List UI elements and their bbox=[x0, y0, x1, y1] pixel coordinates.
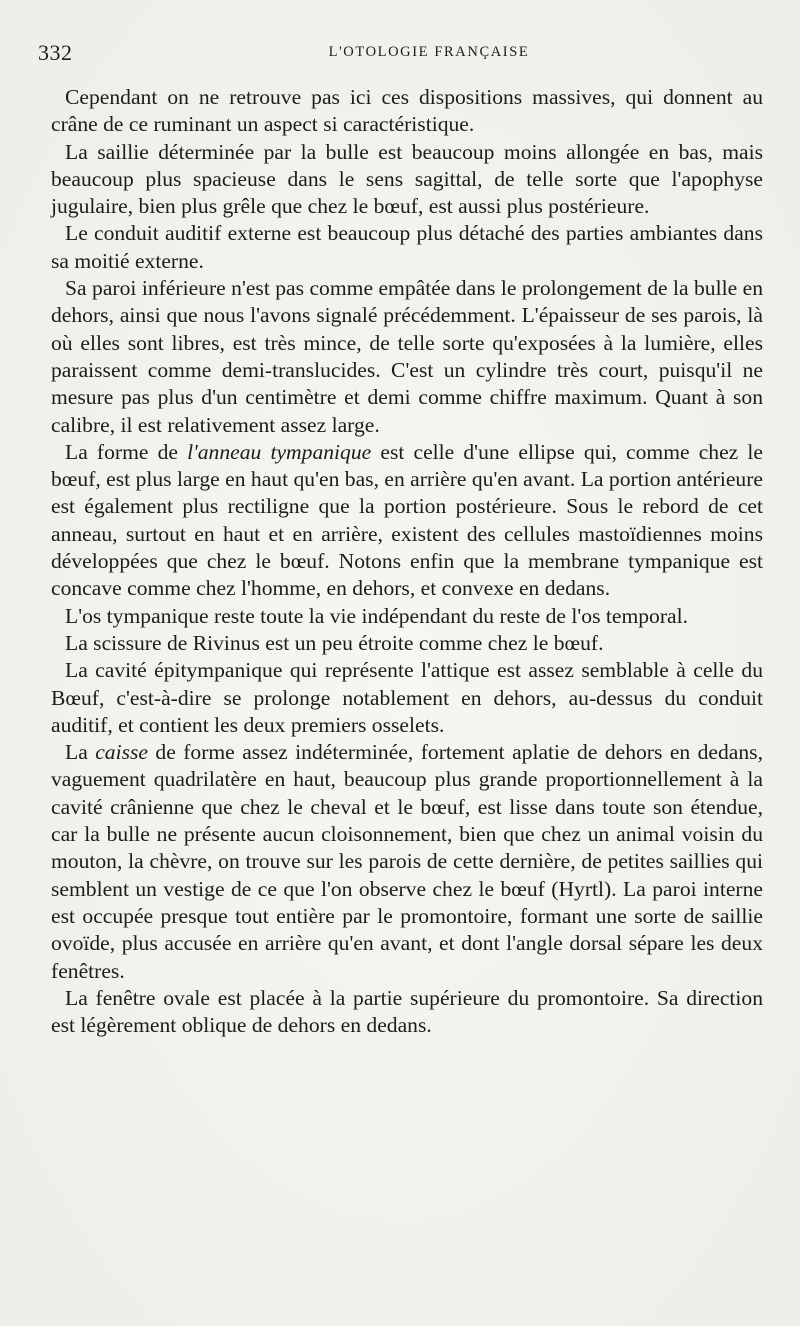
page-number: 332 bbox=[38, 40, 73, 65]
paragraph-8: La cavité épitympanique qui représente l'attique est assez semblable à celle du Bœuf, c'est-à-dire se prolonge notablement en dehors, au-dessus du conduit auditif, et contient les deux premiers osselets. bbox=[51, 658, 763, 737]
paragraph-5 bbox=[51, 439, 763, 603]
term-caisse: caisse bbox=[95, 740, 148, 765]
body-text bbox=[51, 84, 763, 1039]
paragraph-2: La saillie déterminée par la bulle est beaucoup moins allongée en bas, mais beaucoup plus spacieuse dans le sens sagittal, de telle sorte que l'apophyse jugulaire, bien plus grêle que chez le bœuf, est aussi plus postérieure. bbox=[51, 139, 763, 219]
paragraph-3: Le conduit auditif externe est beaucoup plus détaché des parties ambiantes dans sa moitié externe. bbox=[51, 221, 763, 273]
term-anneau-tympanique: l'anneau tympanique bbox=[187, 439, 372, 464]
page-header bbox=[38, 40, 760, 70]
paragraph-10: La fenêtre ovale est placée à la partie supérieure du promontoire. Sa direction est légèrement oblique de dehors en dedans. bbox=[51, 985, 763, 1038]
paragraph-9-rest: de forme assez indéterminée, fortement aplatie de dehors en dedans, vaguement quadrilatère en haut, beaucoup plus grande proportionnellement à la cavité crânienne que chez le cheval et le bœuf, est lisse dans toute son étendue, car la bulle ne présente aucun cloisonnement, bien que chez un animal voisin du mouton, la chèvre, on trouve sur les parois de cette dernière, de petites saillies qui semblent un vestige de ce que l'on observe chez le bœuf (Hyrtl). La paroi interne est occupée presque tout entière par le promontoire, formant une sorte de saillie ovoïde, plus accusée en arrière qu'en avant, et dont l'angle dorsal sépare les deux fenêtres. bbox=[51, 740, 763, 983]
paragraph-6: L'os tympanique reste toute la vie indépendant du reste de l'os temporal. bbox=[65, 603, 689, 628]
paragraph-5-rest: est celle d'une ellipse qui, comme chez le bœuf, est plus large en haut qu'en bas, en arrière qu'en avant. La portion antérieure est également plus rectiligne que la portion postérieure. Sous le rebord de cet anneau, surtout en haut et en arrière, existent des cellules mastoïdiennes moins développées que chez le bœuf. Notons enfin que la membrane tympanique est concave comme chez l'homme, en dehors, et convexe en dedans. bbox=[51, 439, 763, 601]
paragraph-9-lead: La bbox=[65, 740, 96, 765]
paragraph-7: La scissure de Rivinus est un peu étroite comme chez le bœuf. bbox=[65, 630, 604, 655]
paragraph-9 bbox=[51, 739, 763, 985]
paragraph-1: Cependant on ne retrouve pas ici ces dispositions massives, qui donnent au crâne de ce ruminant un aspect si caractéristique. bbox=[51, 85, 763, 137]
paragraph-5-lead: La forme de bbox=[65, 439, 188, 464]
running-head: L'OTOLOGIE FRANÇAISE bbox=[328, 44, 530, 60]
paragraph-4: Sa paroi inférieure n'est pas comme empâtée dans le prolongement de la bulle en dehors, ainsi que nous l'avons signalé précédemment. L'épaisseur de ses parois, là où elles sont libres, est très mince, de telle sorte qu'exposées à la lumière, elles paraissent comme demi-translucides. C'est un cylindre très court, puisqu'il ne mesure pas plus d'un centimètre et demi comme chiffre maximum. Quant à son calibre, il est relativement assez large. bbox=[51, 276, 763, 437]
